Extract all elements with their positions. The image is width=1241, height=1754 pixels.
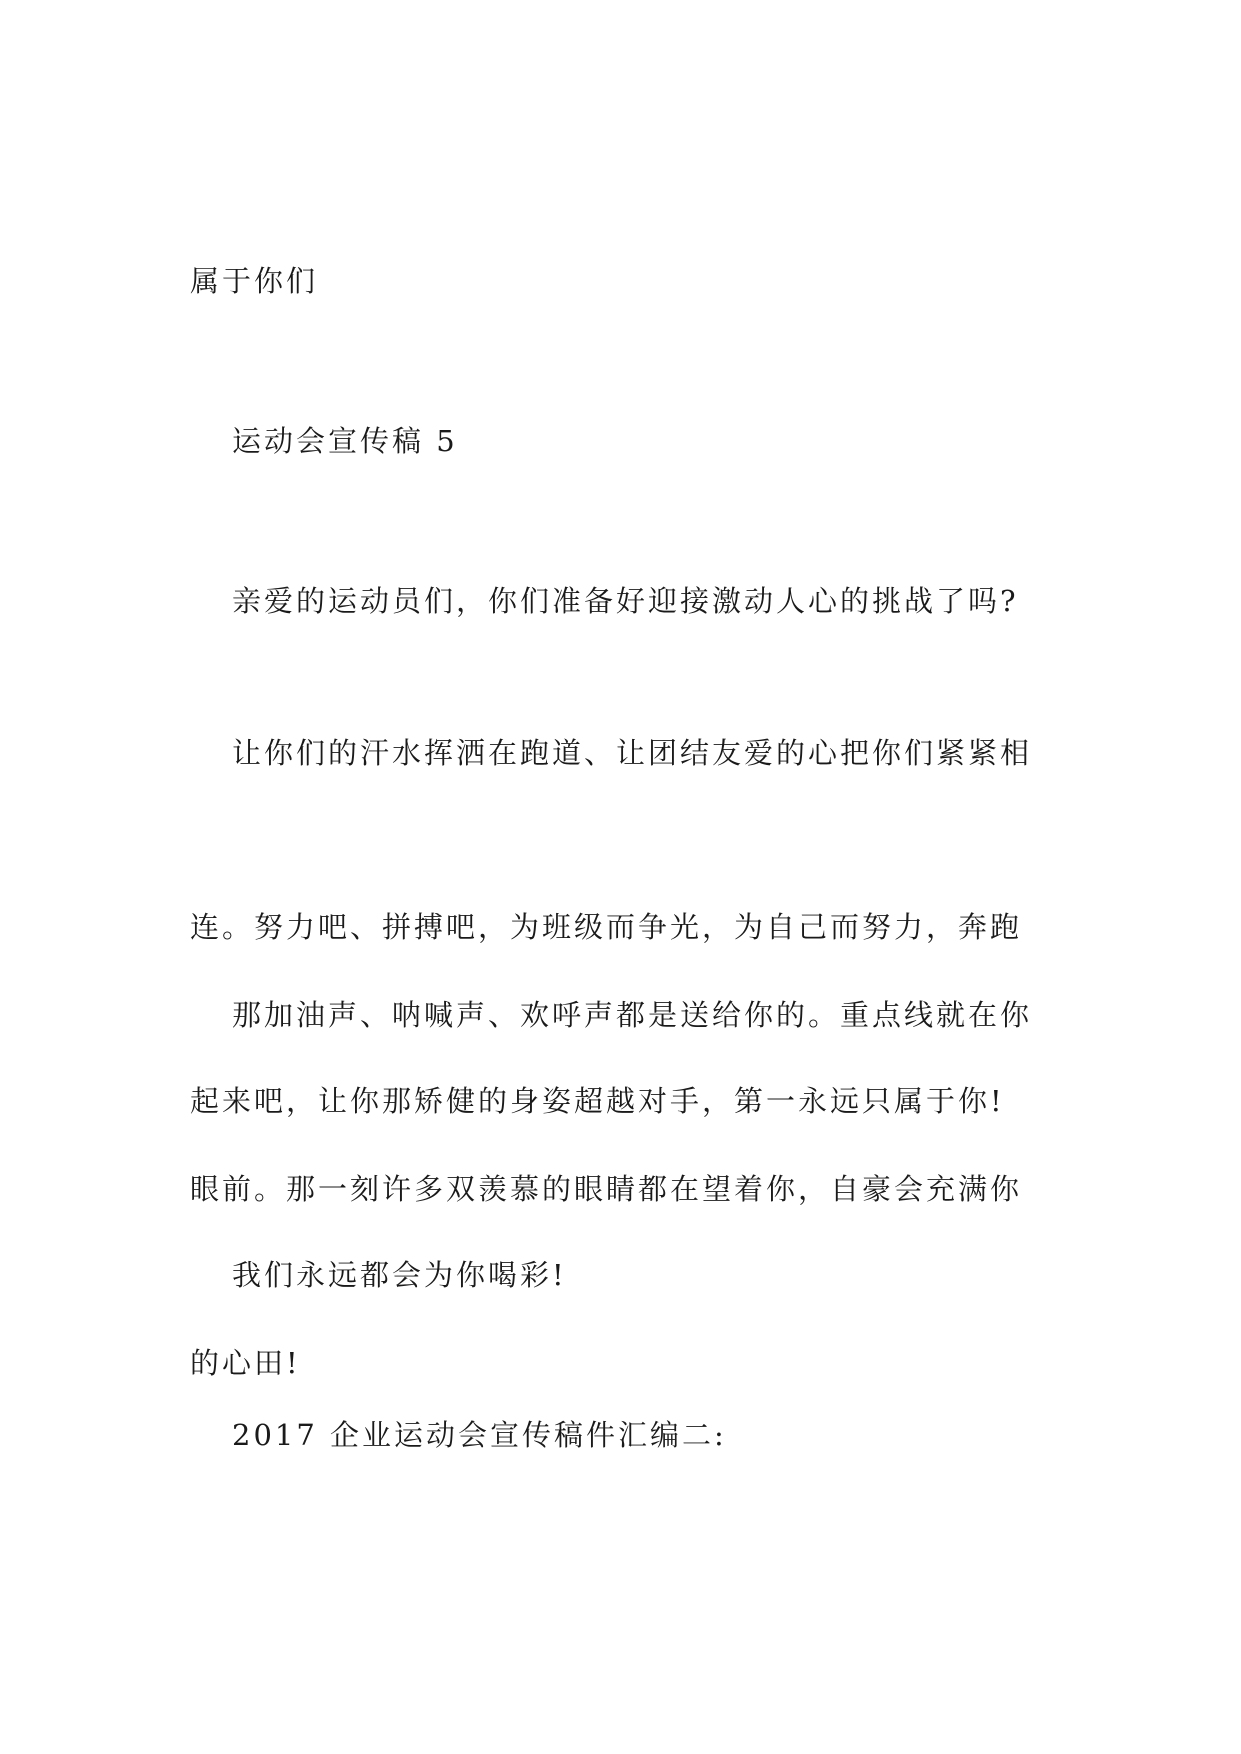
paragraph-line: 的心田! — [190, 1346, 301, 1380]
paragraph-line: 让你们的汗水挥洒在跑道、让团结友爱的心把你们紧紧相 — [232, 736, 1033, 770]
paragraph-line: 属于你们 — [190, 264, 319, 298]
paragraph-line: 起来吧，让你那矫健的身姿超越对手，第一永远只属于你! — [190, 1084, 1005, 1118]
paragraph-line: 那加油声、呐喊声、欢呼声都是送给你的。重点线就在你 — [232, 998, 1033, 1032]
paragraph-line: 亲爱的运动员们，你们准备好迎接激动人心的挑战了吗? — [232, 584, 1019, 618]
heading-line: 2017 企业运动会宣传稿件汇编二: — [232, 1418, 727, 1452]
paragraph-line: 连。努力吧、拼搏吧，为班级而争光，为自己而努力，奔跑 — [190, 910, 1023, 944]
heading-line: 运动会宣传稿 5 — [232, 424, 458, 458]
paragraph-line: 眼前。那一刻许多双羡慕的眼睛都在望着你，自豪会充满你 — [190, 1172, 1023, 1206]
section-heading-compilation — [190, 1290, 1055, 1580]
paragraph-line: 我们永远都会为你喝彩! — [232, 1258, 567, 1292]
